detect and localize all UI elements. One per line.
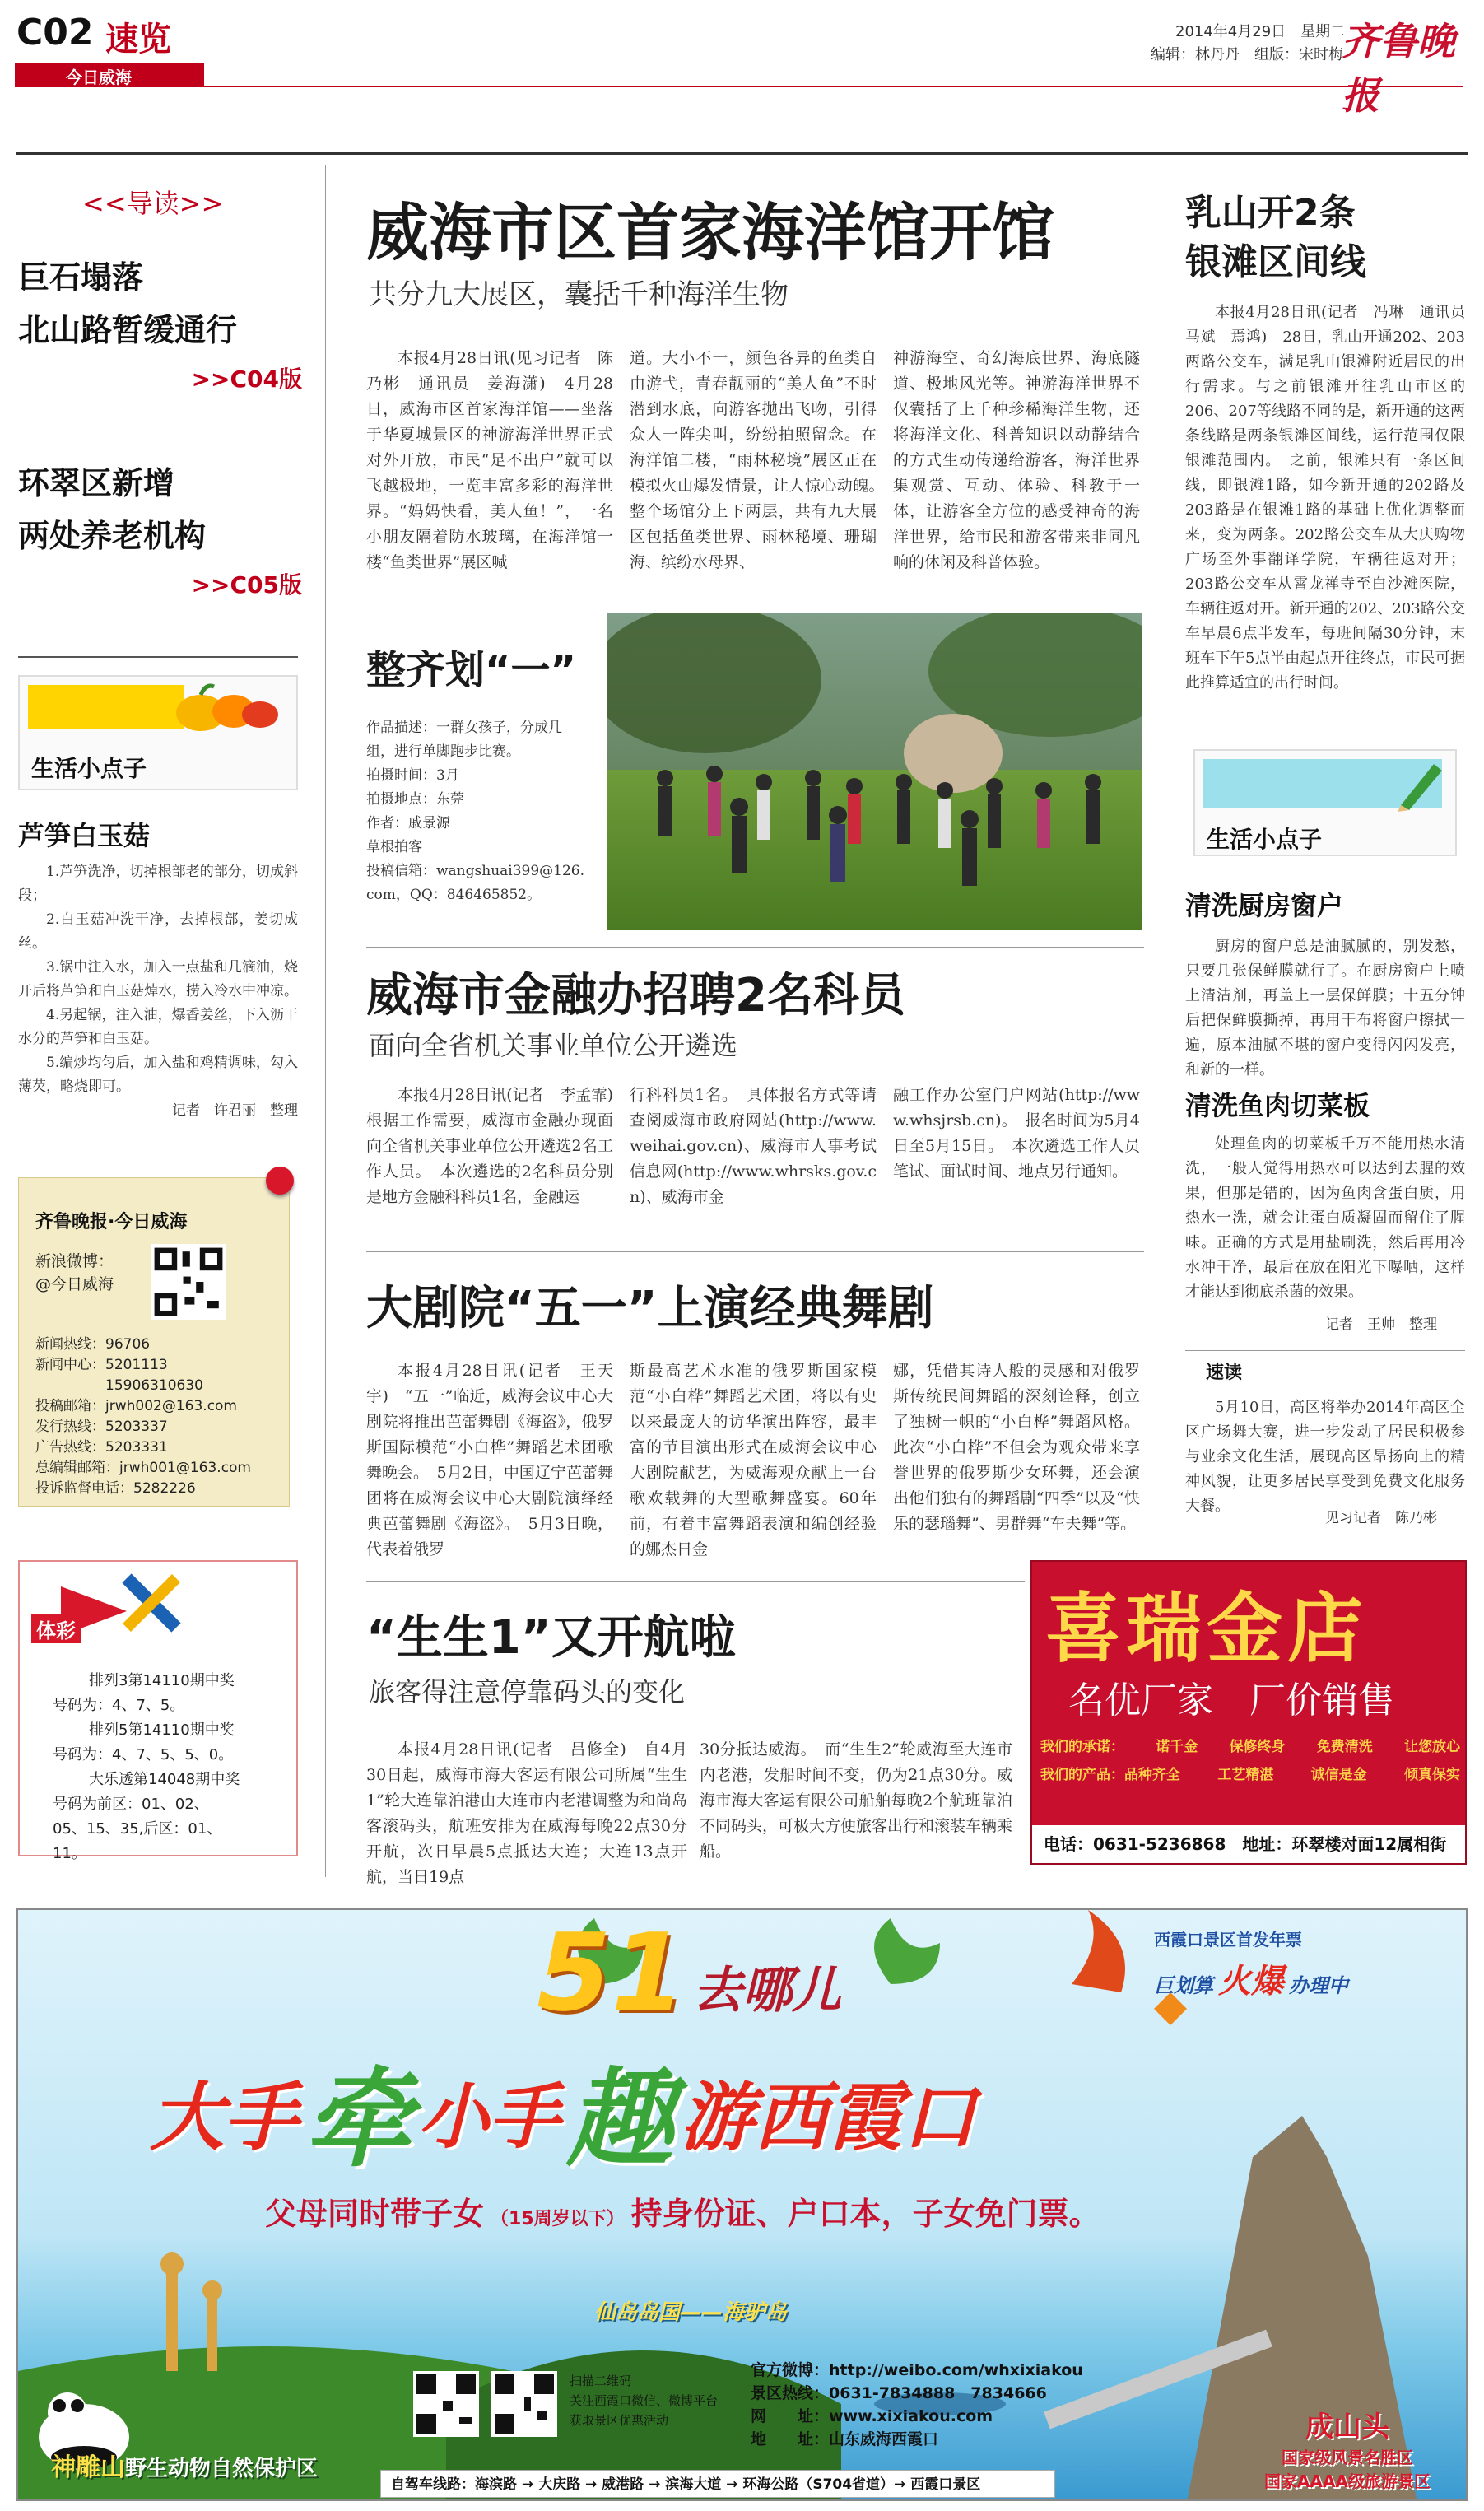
page-code: C02 bbox=[16, 12, 94, 54]
tips-steps bbox=[18, 860, 298, 1123]
divider bbox=[1185, 1350, 1465, 1351]
info-weibo[interactable]: 官方微博：http://weibo.com/whxixiakou bbox=[751, 2361, 1083, 2379]
tips-step: 3.锅中注入水，加入一点盐和几滴油，烧开后将芦笋和白玉菇焯水，捞入冷水中冲凉。 bbox=[18, 959, 298, 999]
jewelry-row-item: 我们的承诺： bbox=[1040, 1739, 1124, 1755]
scenic-label bbox=[1236, 2404, 1458, 2492]
divider bbox=[18, 656, 298, 658]
tips-byline: 记者 许君丽 整理 bbox=[172, 1102, 298, 1119]
lottery-box bbox=[18, 1560, 298, 1862]
tip1-title: 清洗厨房窗户 bbox=[1185, 890, 1344, 921]
caption-line: 投稿信箱：wangshuai399@126.com，QQ：846465852。 bbox=[366, 863, 585, 903]
jewelry-ad[interactable] bbox=[1030, 1560, 1467, 1865]
contact-line: 发行热线：5203337 bbox=[35, 1419, 168, 1435]
caption-line: 拍摄时间：3月 bbox=[366, 767, 459, 784]
page-header bbox=[0, 0, 1484, 118]
article2-col3: 融工作办公室门户网站(http://www.whsjrsb.cn)。 报名时间为5月4日至5月15日。 本次遴选工作人员笔试、面试时间、地点另行通知。 bbox=[893, 1086, 1140, 1181]
article1-subtitle: 共分九大展区，囊括千种海洋生物 bbox=[369, 278, 789, 311]
guide-label: <<导读>> bbox=[82, 188, 224, 219]
section-name: 速览 bbox=[105, 21, 171, 58]
tourism-info bbox=[751, 2359, 1083, 2451]
photo-title: 整齐划“一” bbox=[366, 647, 577, 693]
guide-ref[interactable]: >>C05版 bbox=[191, 571, 302, 599]
island-label: 仙岛岛国——海驴岛 bbox=[594, 2300, 788, 2325]
jewelry-row-item: 保修终身 bbox=[1229, 1739, 1286, 1755]
tourism-ad[interactable] bbox=[16, 1908, 1468, 2501]
top-rule bbox=[16, 152, 1468, 155]
tips-label: 生活小点子 bbox=[31, 755, 147, 782]
article2-title: 威海市金融办招聘2名科员 bbox=[366, 969, 905, 1023]
date-line: 2014年4月29日 星期二 bbox=[1175, 23, 1346, 40]
promo-number: 51 bbox=[537, 1910, 686, 2035]
lottery-line: 05、15、35,后区：01、 bbox=[53, 1820, 222, 1838]
lottery-line: 号码为前区：01、02、 bbox=[53, 1796, 209, 1813]
zoo-rest: 野生动物自然保护区 bbox=[125, 2457, 319, 2481]
badge-hot: 火爆 bbox=[1218, 1963, 1284, 2001]
lottery-line: 大乐透第14048期中奖 bbox=[89, 1771, 240, 1788]
weibo-label: 新浪微博： bbox=[35, 1252, 114, 1270]
article1-col3: 神游海空、奇幻海底世界、海底隧道、极地风光等。神游海洋世界不仅囊括了上千种珍稀海洋生物，还将海洋文化、科普知识以动静结合的方式生动传递给游客，海洋世界集观赏、互动、体验、科教于一体，让游客全方位的感受神奇的海洋世界，给市民和游客带来非同凡响的休闲及科普体验。 bbox=[893, 349, 1140, 571]
lottery-lines bbox=[53, 1669, 291, 1866]
tips-step: 1.芦笋洗净，切掉根部老的部分，切成斜段； bbox=[18, 864, 298, 904]
headline-b: 牵 bbox=[305, 2057, 412, 2182]
tips-step: 4.另起锅，注入油，爆香姜丝，下入沥干水分的芦笋和白玉菇。 bbox=[18, 1007, 298, 1047]
badge-line1: 西霞口景区首发年票 bbox=[1154, 1930, 1302, 1950]
contact-line: 新闻热线：96706 bbox=[35, 1336, 151, 1353]
lottery-line: 排列5第14110期中奖 bbox=[89, 1721, 235, 1739]
jewelry-contact: 电话：0631-5236868 地址：环翠楼对面12属相街 bbox=[1032, 1825, 1465, 1863]
badge-line2: 巨划算 bbox=[1154, 1974, 1213, 1997]
contact-line: 广告热线：5203331 bbox=[35, 1439, 168, 1456]
lottery-line: 号码为：4、7、5。 bbox=[53, 1697, 185, 1714]
headline-d: 趣 bbox=[566, 2057, 674, 2182]
contact-line: 总编辑邮箱：jrwh001@163.com bbox=[35, 1460, 251, 1476]
zoo-label bbox=[51, 2447, 318, 2483]
tip2-title: 清洗鱼肉切菜板 bbox=[1185, 1090, 1370, 1121]
info-addr: 地 址：山东威海西霞口 bbox=[751, 2430, 939, 2448]
badge-line3: 办理中 bbox=[1289, 1974, 1348, 1997]
lottery-line: 号码为：4、7、5、5、0。 bbox=[53, 1746, 234, 1763]
info-web[interactable]: 网 址：www.xixiakou.com bbox=[751, 2407, 993, 2425]
tips-label: 生活小点子 bbox=[1207, 826, 1323, 853]
brief-body: 5月10日，高区将举办2014年高区全区广场舞大赛，进一步发动了居民积极参与业余文化生活，展现高区昂扬向上的精神风貌，让更多居民享受到免费文化服务大餐。 bbox=[1185, 1399, 1465, 1515]
ticket-badge bbox=[1154, 1926, 1434, 2001]
tips-banner bbox=[18, 675, 298, 790]
promo-headline bbox=[150, 2033, 976, 2187]
jewelry-row1 bbox=[1040, 1735, 1460, 1755]
qr-caption: 关注西霞口微信、微博平台 bbox=[570, 2393, 719, 2408]
right-title-line2: 银滩区间线 bbox=[1185, 241, 1366, 283]
headline-e: 游西霞口 bbox=[680, 2074, 977, 2161]
guide-item-1[interactable] bbox=[18, 251, 302, 394]
caption-line: 作者：戚景源 bbox=[366, 815, 450, 832]
promo-offer bbox=[265, 2188, 1100, 2234]
contact-line: 新闻中心：5201113 bbox=[35, 1357, 168, 1373]
card-title: 齐鲁晚报·今日威海 bbox=[35, 1212, 188, 1232]
qr-caption: 获取景区优惠活动 bbox=[570, 2413, 669, 2428]
article3-title: 大剧院“五一”上演经典舞剧 bbox=[366, 1282, 934, 1335]
route-bar: 自驾车线路：海滨路 → 大庆路 → 威港路 → 滨海大道 → 环海公路（S704省道）→ 西霞口景区 bbox=[380, 2470, 1055, 2498]
tips-title: 芦笋白玉菇 bbox=[18, 820, 151, 851]
headline-c: 小手 bbox=[418, 2075, 561, 2159]
article2-col2: 行科科员1名。 具体报名方式等请查阅威海市政府网站(http://www.weihai.gov.cn)、威海市人事考试信息网(http://www.whrsks.gov.cn)、威海市金 bbox=[630, 1086, 877, 1206]
article3-col1: 本报4月28日讯(记者 王天宇) “五一”临近，威海会议中心大剧院将推出芭蕾舞剧《海盗》，俄罗斯国际模范“小白桦”舞蹈艺术团歌舞晚会。 5月2日，中国辽宁芭蕾舞团将在威海会议中心大剧院演绎经典芭蕾舞剧《海盗》。 5月3日晚，代表着俄罗 bbox=[366, 1362, 613, 1558]
masthead-logo: 齐鲁晚报 bbox=[1342, 19, 1455, 118]
jewelry-row-item: 诚信是金 bbox=[1310, 1767, 1367, 1783]
jewelry-row-item: 让您放心 bbox=[1404, 1739, 1460, 1755]
guide-item-2[interactable] bbox=[18, 457, 302, 600]
article4-col1: 本报4月28日讯(记者 吕修全) 自4月30日起，威海市海大客运有限公司所属“生生1”轮大连靠泊港由大连市内老港调整为和尚岛客滚码头，航班安排为在威海每晚22点30分开航，次日早晨5点抵达大连；大连13点开航，当日19点 bbox=[366, 1740, 687, 1886]
contact-line: 投稿邮箱：jrwh002@163.com bbox=[35, 1398, 237, 1414]
divider bbox=[366, 947, 1144, 948]
editor-line: 编辑：林丹丹 组版：宋时梅 bbox=[1151, 46, 1343, 63]
jewelry-row-item: 诺千金 bbox=[1156, 1739, 1198, 1755]
right-title-line1: 乳山开2条 bbox=[1185, 192, 1356, 234]
caption-line: 草根拍客 bbox=[366, 839, 422, 855]
divider bbox=[366, 1581, 1025, 1582]
scenic-line2: 国家AAAA级旅游景区 bbox=[1264, 2471, 1431, 2491]
article3-col3: 娜，凭借其诗人般的灵感和对俄罗斯传统民间舞蹈的深刻诠释，创立了独树一帜的“小白桦”舞蹈风格。此次“小白桦”不但会为观众带来享誉世界的俄罗斯少女环舞，还会演出他们独有的舞蹈剧“四季”以及“快乐的瑟瑙舞”、男群舞“车夫舞”等。 bbox=[893, 1362, 1140, 1533]
weibo-handle[interactable]: @今日威海 bbox=[35, 1275, 114, 1293]
info-tel: 景区热线：0631-7834888 7834666 bbox=[751, 2384, 1047, 2402]
header-rule bbox=[204, 86, 1463, 87]
headline-a: 大手 bbox=[150, 2074, 298, 2161]
guide-ref[interactable]: >>C04版 bbox=[191, 366, 302, 393]
caption-line: 作品描述：一群女孩子，分成几组，进行单脚跑步比赛。 bbox=[366, 720, 562, 760]
pin-icon bbox=[266, 1167, 294, 1195]
jewelry-row-item: 倾真保实 bbox=[1403, 1767, 1460, 1783]
qr-code-icon[interactable] bbox=[413, 2371, 479, 2437]
article1-col1: 本报4月28日讯(见习记者 陈乃彬 通讯员 姜海潇) 4月28日，威海市区首家海洋馆——坐落于华夏城景区的神游海洋世界正式对外开放，市民“足不出户”就可以飞越极地，一览丰富多彩的海洋世界。“妈妈快看，美人鱼！”，一名小朋友隔着防水玻璃，在海洋馆一楼“鱼类世界”展区喊 bbox=[366, 349, 613, 571]
guide-title-line1: 巨石塌落 bbox=[18, 259, 144, 296]
jewelry-row-item: 免费清洗 bbox=[1316, 1739, 1373, 1755]
guide-title-line2: 两处养老机构 bbox=[18, 518, 207, 554]
qr-captions bbox=[570, 2371, 718, 2430]
lottery-line: 排列3第14110期中奖 bbox=[89, 1672, 235, 1689]
offer-b: （15周岁以下） bbox=[491, 2209, 625, 2229]
qr-caption: 扫描二维码 bbox=[570, 2374, 632, 2388]
offer-a: 父母同时带子女 bbox=[265, 2196, 485, 2232]
tips-step: 5.编炒均匀后，加入盐和鸡精调味，勾入薄芡，略烧即可。 bbox=[18, 1055, 298, 1095]
contact-line: 15906310630 bbox=[35, 1377, 203, 1394]
guide-title-line2: 北山路暂缓通行 bbox=[18, 312, 238, 348]
contact-lines bbox=[35, 1335, 282, 1499]
tips-step: 2.白玉菇冲洗干净，去掉根部，姜切成丝。 bbox=[18, 911, 298, 952]
pencil-icon bbox=[1393, 756, 1450, 813]
column-divider bbox=[325, 165, 326, 1877]
tips-byline: 记者 王帅 整理 bbox=[1325, 1316, 1437, 1333]
article1-col2: 道。大小不一，颜色各异的鱼类自由游弋，青春靓丽的“美人鱼”不时潜到水底，向游客抛出飞吻，引得众人一阵尖叫，纷纷拍照留念。在海洋馆二楼，“雨林秘境”展区正在模拟火山爆发情景，让人惊心动魄。 整个场馆分上下两层，共有九大展区包括鱼类世界、雨林秘境、珊瑚海、缤纷水母界、 bbox=[630, 349, 893, 571]
tip1-body: 厨房的窗户总是油腻腻的，别发愁，只要几张保鲜膜就行了。在厨房窗户上喷上清洁剂，再盖上一层保鲜膜；十五分钟后把保鲜膜撕掉，再用干布将窗户擦拭一遍，原本油腻不堪的窗户变得闪闪发亮，和新的一样。 bbox=[1185, 938, 1465, 1078]
article4-title: “生生1”又开航啦 bbox=[366, 1611, 736, 1665]
article3-col2: 斯最高艺术水准的俄罗斯国家模范“小白桦”舞蹈艺术团，将以有史以来最庞大的访华演出阵容，最丰富的节目演出形式在威海会议中心大剧院献艺，为威海观众献上一台歌欢载舞的大型歌舞盛宴。60年前，有着丰富舞蹈表演和编创经验的娜杰日金 bbox=[630, 1362, 877, 1558]
divider bbox=[366, 1251, 1144, 1252]
right-article-body: 本报4月28日讯(记者 冯琳 通讯员 马斌 焉鸿) 28日，乳山开通202、203两路公交车，满足乳山银滩附近居民的出行需求。与之前银滩开往乳山市区的206、207等线路不同的是，新开通的这两条线路是两条银滩区间线，运行范围仅限银滩范围内。 之前，银滩只有一条区间线，即银滩1路，如今新开通的202路及203路是在银滩1路的基础上优化调整而来，变为两条。202路公交车从大庆购物广场至外事翻译学院，车辆往返对开；203路公交车从霄龙禅寺至白沙滩医院，车辆往返对开。新开通的202、203路公交车早晨6点半发车，每班间隔30分钟，末班车下午5点半由起点开往终点，市民可据此推算适宜的出行时间。 bbox=[1185, 304, 1480, 692]
jewelry-row-item: 工艺精湛 bbox=[1217, 1767, 1274, 1783]
lottery-label: 体彩 bbox=[31, 1614, 81, 1643]
jewelry-slogan: 名优厂家 厂价销售 bbox=[1068, 1679, 1394, 1721]
article2-subtitle: 面向全省机关事业单位公开遴选 bbox=[369, 1030, 738, 1061]
tips-banner bbox=[1193, 749, 1457, 856]
promo-question: 去哪儿 bbox=[693, 1962, 841, 2020]
qr-code-icon[interactable] bbox=[491, 2371, 557, 2437]
contact-card bbox=[18, 1177, 290, 1507]
scenic-name: 成山头 bbox=[1305, 2411, 1389, 2443]
photo-image bbox=[607, 613, 1142, 930]
fruit-icon bbox=[168, 680, 283, 738]
guide-title-line1: 环翠区新增 bbox=[18, 465, 175, 501]
tips-banner-stripe bbox=[28, 685, 184, 729]
contact-line: 投诉监督电话：5282226 bbox=[35, 1480, 196, 1497]
article2-col1: 本报4月28日讯(记者 李孟霏) 根据工作需要，威海市金融办现面向全省机关事业单位公开遴选2名工作人员。 本次遴选的2名科员分别是地方金融科科员1名，金融运 bbox=[366, 1086, 630, 1206]
lottery-line: 11。 bbox=[53, 1845, 86, 1862]
badge-row bbox=[1154, 1955, 1434, 2002]
article1-title: 威海市区首家海洋馆开馆 bbox=[366, 196, 1054, 269]
scenic-line1: 国家级风景名胜区 bbox=[1282, 2448, 1413, 2467]
brief-byline: 见习记者 陈乃彬 bbox=[1325, 1510, 1437, 1526]
photo-caption bbox=[366, 716, 587, 907]
article4-subtitle: 旅客得注意停靠码头的变化 bbox=[369, 1676, 686, 1707]
article4-col2: 30分抵达威海。 而“生生2”轮威海至大连市内老港，发船时间不变，仍为21点30分。威海市海大客运有限公司船舶每晚2个航班靠泊不同码头，可极大方便旅客出行和滚装车辆乘船。 bbox=[700, 1740, 1013, 1861]
caption-line: 拍摄地点：东莞 bbox=[366, 791, 464, 808]
brief-label: 速读 bbox=[1206, 1363, 1243, 1383]
jewelry-row-item: 我们的产品：品种齐全 bbox=[1040, 1767, 1180, 1783]
offer-c: 持身份证、户口本，子女免门票。 bbox=[630, 2196, 1100, 2232]
subsection-name: 今日威海 bbox=[66, 68, 132, 87]
jewelry-name: 喜瑞金店 bbox=[1045, 1584, 1369, 1673]
tip2-body: 处理鱼肉的切菜板千万不能用热水清洗，一般人觉得用热水可以达到去腥的效果，但那是错的，因为鱼肉含蛋白质，用热水一洗，就会让蛋白质凝固而留住了腥味。正确的方式是用盐刷洗，然后再用冷水冲干净，最后在放在阳光下曝晒，这样才能达到彻底杀菌的效果。 bbox=[1185, 1135, 1465, 1301]
zoo-name: 神雕山 bbox=[51, 2453, 125, 2482]
jewelry-row2 bbox=[1040, 1763, 1460, 1783]
qr-code-icon[interactable] bbox=[151, 1244, 226, 1320]
